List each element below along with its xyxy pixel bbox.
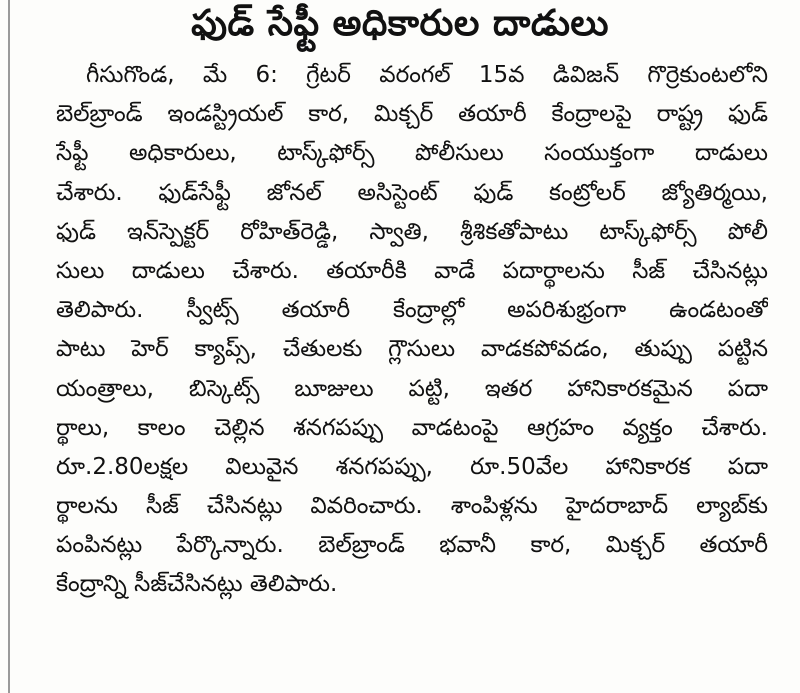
- article-line: ర్థాలు, కాలం చెల్లిన శనగపప్పు వాడటంపై ఆగ్రహం వ్యక్తం చేశారు.: [56, 414, 768, 441]
- article-line: రూ.2.80లక్షల విలువైన శనగపప్పు, రూ.50వేల హానికారక పదా: [56, 453, 768, 480]
- article-headline: ఫుడ్ సేఫ్టీ అధికారుల దాడులు: [191, 3, 609, 44]
- article-line: సులు దాడులు చేశారు. తయారీకి వాడే పదార్థాలను సీజ్ చేసినట్లు: [56, 257, 768, 284]
- column-rule: [8, 0, 10, 693]
- article-line: చేశారు. ఫుడ్‌సేఫ్టీ జోనల్ అసిస్టెంట్ ఫుడ్ కంట్రోలర్ జ్యోతిర్మయి,: [56, 179, 768, 206]
- article-line: ర్థాలను సీజ్ చేసినట్లు వివరించారు. శాంపిళ్లను హైదరాబాద్ ల్యాబ్‌కు: [56, 493, 768, 520]
- article-line: పాటు హెర్ క్యాప్స్, చేతులకు గ్లౌసులు వాడకపోవడం, తుప్పు పట్టిన: [56, 336, 768, 363]
- article-line: యంత్రాలు, బిస్కెట్స్ బూజులు పట్టి, ఇతర హానికారకమైన పదా: [56, 375, 768, 402]
- article-line: పంపినట్లు పేర్కొన్నారు. బెల్‌బ్రాండ్ భవానీ కార, మిక్చర్ తయారీ: [56, 532, 768, 559]
- article-body: [56, 56, 768, 605]
- article-line: ఫుడ్ ఇన్‌స్పెక్టర్ రోహిత్‌రెడ్డి, స్వాతి, శ్రీశికతోపాటు టాస్క్‌ఫోర్స్ పోలీ: [56, 218, 768, 245]
- article-line: తెలిపారు. స్వీట్స్ తయారీ కేంద్రాల్లో అపరిశుభ్రంగా ఉండటంతో: [56, 297, 768, 324]
- article-line: కేంద్రాన్ని సీజ్‌చేసినట్లు తెలిపారు.: [56, 571, 338, 598]
- article-line: బెల్‌బ్రాండ్ ఇండస్ట్రియల్ కార, మిక్చర్ తయారీ కేంద్రాలపై రాష్ట్ర ఫుడ్: [56, 101, 768, 128]
- article-line: సేఫ్టీ అధికారులు, టాస్క్‌ఫోర్స్ పోలీసులు సంయుక్తంగా దాడులు: [56, 140, 768, 167]
- article-line: గీసుగొండ, మే 6: గ్రేటర్ వరంగల్ 15వ డివిజన్ గొర్రెకుంటలోని: [86, 62, 768, 88]
